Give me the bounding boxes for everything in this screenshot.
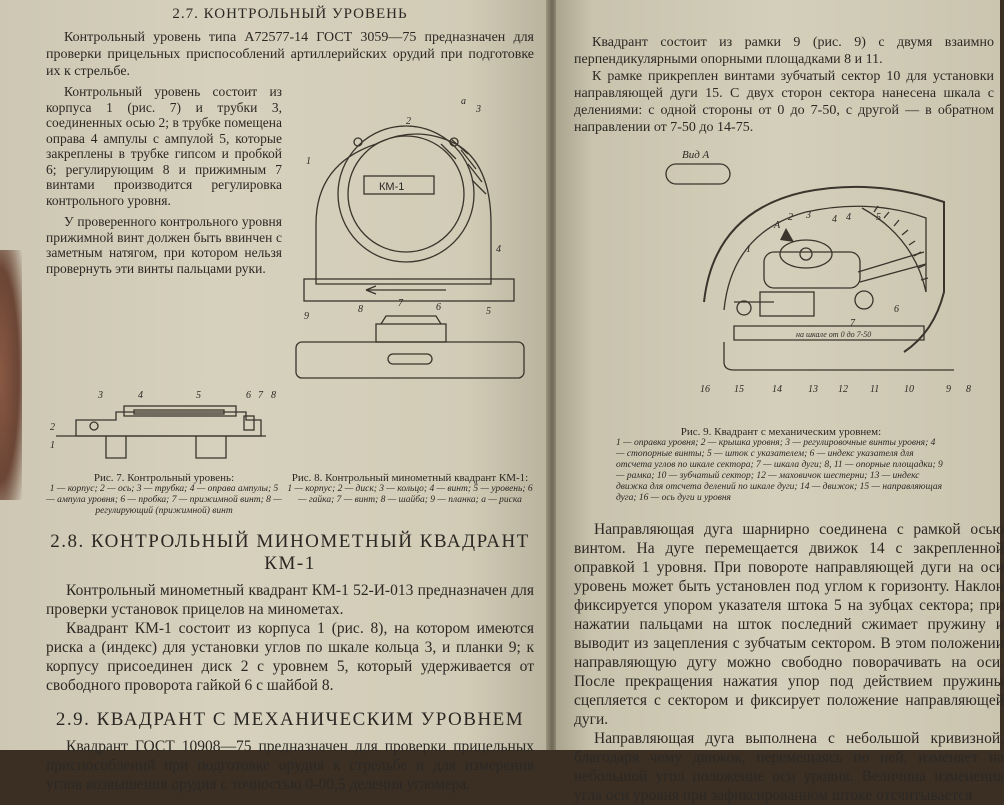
quadrant-sector-para: К рамке прикреплен винтами зубчатый сектор 10 для установки направляющей дуги 15. С двух сторон сектора нанесена шкала с делениями: с одной стороны от 0 до 7-50, с другой — в обратном направлении от 7-50 до 14-75. <box>574 69 994 135</box>
section-2-9-intro: Квадрант ГОСТ 10908—75 предназначен для проверки прицельных приспособлений при подготовке орудия к стрельбе и для измерения углов возвышения орудия с точностью 0-00,5 деления угломера. <box>46 738 534 793</box>
arc-scale-text: на шкале от 0 до 7-50 <box>796 330 872 339</box>
svg-text:6: 6 <box>246 390 251 401</box>
figure-8-drawing <box>286 84 534 384</box>
svg-text:2: 2 <box>788 212 793 223</box>
figure-9-title: Рис. 9. Квадрант с механическим уровнем: <box>680 426 882 438</box>
figure-7-drawing <box>46 386 282 472</box>
section-2-9-title: 2.9. КВАДРАНТ С МЕХАНИЧЕСКИМ УРОВНЕМ <box>55 709 525 730</box>
figure-7-title: Рис. 7. Контрольный уровень: <box>93 472 235 484</box>
svg-text:3: 3 <box>806 210 811 221</box>
guide-arc-para: Направляющая дуга шарнирно соединена с рамкой осью винтом. На дуге перемещается движок 14 с закрепленной оправкой 1 уровня. При повороте направляющей дуги на оси уровень может быть установлен под углом к горизонту. Наклон фиксируется упором указателя штока 5 на зубцах сектора; при нажатии пальцами на шток последний сжимает пружину и выводит из зацепления с зубчатым сектором. В этом положении направляющую дугу можно свободно поворачивать на оси. После прекращения нажатия упор под действием пружины сцепляется с сектором и фиксирует положение направляющей дуги. <box>574 521 1004 728</box>
section-2-8-composition: Квадрант КМ-1 состоит из корпуса 1 (рис. 8), на котором имеются риска а (индекс) для установки углов по шкале кольца 3, и планки 9; к корпусу присоединен диск 2 с уровнем 5, который удерживается от свободного проворота гайкой 6 с шайбой 8. <box>46 620 534 694</box>
svg-text:2: 2 <box>406 116 411 127</box>
figure-8-legend: 1 — корпус; 2 — диск; 3 — кольцо; 4 — винт; 5 — уровень; 6 — гайка; 7 — винт; 8 — шайба; 9 — планка; а — риска <box>287 484 533 505</box>
svg-text:1: 1 <box>50 440 55 451</box>
svg-text:8: 8 <box>358 304 363 315</box>
svg-text:9: 9 <box>946 384 951 395</box>
section-2-7-check: У проверенного контрольного уровня прижимной винт должен быть ввинчен с заметным натягом, при котором нельзя провернуть эти винты пальцами руки. <box>46 214 282 276</box>
svg-text:4: 4 <box>138 390 143 401</box>
svg-text:6: 6 <box>436 302 441 313</box>
svg-text:9: 9 <box>304 311 309 322</box>
svg-text:15: 15 <box>734 384 744 395</box>
svg-text:1: 1 <box>746 244 751 255</box>
view-a-label: Вид А <box>682 149 710 161</box>
thumb <box>0 250 22 500</box>
svg-text:7: 7 <box>850 318 855 329</box>
svg-text:14: 14 <box>772 384 782 395</box>
right-page <box>556 0 1004 804</box>
svg-text:4: 4 <box>496 244 501 255</box>
section-2-8-intro: Контрольный минометный квадрант КМ-1 52-И-013 предназначен для проверки установок прицелов на минометах. <box>46 582 534 618</box>
view-arrow-label: А <box>774 220 781 231</box>
svg-text:7: 7 <box>398 298 403 309</box>
svg-text:16: 16 <box>700 384 710 395</box>
section-2-7-title: 2.7. КОНТРОЛЬНЫЙ УРОВЕНЬ <box>172 6 408 22</box>
svg-text:5: 5 <box>876 212 881 223</box>
section-2-7-intro: Контрольный уровень типа А72577-14 ГОСТ 3059—75 предназначен для проверки прицельных приспособлений артиллерийских орудий при подготовке их к стрельбе. <box>46 30 534 79</box>
svg-text:7: 7 <box>258 390 263 401</box>
svg-text:11: 11 <box>870 384 880 395</box>
figure-8-title: Рис. 8. Контрольный минометный квадрант КМ-1: <box>291 472 529 484</box>
km1-marking: КМ-1 <box>379 181 405 193</box>
svg-text:8: 8 <box>966 384 971 395</box>
svg-text:4: 4 <box>832 214 837 225</box>
svg-text:8: 8 <box>271 390 276 401</box>
svg-text:6: 6 <box>894 304 899 315</box>
svg-text:3: 3 <box>476 104 481 115</box>
svg-text:1: 1 <box>306 156 311 167</box>
svg-text:2: 2 <box>50 422 55 433</box>
guide-arc-curvature-para: Направляющая дуга выполнена с небольшой кривизной, благодаря чему движок, перемещаясь по ней, изменяет на небольшой угол положение оси уровня. Величина изменения угла оси уровня при зафиксированном штоке отсчитывается <box>574 730 1004 804</box>
svg-text:3: 3 <box>98 390 103 401</box>
svg-text:5: 5 <box>486 306 491 317</box>
svg-text:5: 5 <box>196 390 201 401</box>
svg-text:4: 4 <box>846 212 851 223</box>
svg-text:10: 10 <box>904 384 914 395</box>
figure-9-legend: 1 — оправка уровня; 2 — крышка уровня; 3 — регулировочные винты уровня; 4 — стопорные винты; 5 — шток с указателем; 6 — индекс указателя для отсчета углов по шкале сектора; 7 — шкала дуги; 8, 11 — опорные площадки; 9 — рамка; 10 — зубчатый сектор; 12 — маховичок шестерни; 13 — индекс движка для отсчета делений по шкале дуги; 14 — движок; 15 — направляющая дуга; 16 — ось дуги и уровня <box>616 438 943 503</box>
figure-9-drawing <box>574 142 1000 426</box>
svg-text:а: а <box>461 96 466 107</box>
section-2-8-title: 2.8. КОНТРОЛЬНЫЙ МИНОМЕТНЫЙ КВАДРАНТ КМ-1 <box>50 531 530 574</box>
quadrant-frame-para: Квадрант состоит из рамки 9 (рис. 9) с двумя взаимно перпендикулярными опорными площадками 8 и 11. <box>574 35 994 67</box>
section-2-7-composition: Контрольный уровень состоит из корпуса 1 (рис. 7) и трубки 3, соединенных осью 2; в трубке помещена оправа 4 ампулы с ампулой 5, которые закреплены в трубке гипсом и пробкой 6; регулирующим 8 и прижимным 7 винтами производится регулировка контрольного уровня. <box>46 84 282 208</box>
svg-text:13: 13 <box>808 384 818 395</box>
svg-text:12: 12 <box>838 384 848 395</box>
figure-7-legend: 1 — корпус; 2 — ось; 3 — трубка; 4 — оправа ампулы; 5 — ампула уровня; 6 — пробка; 7 — прижимной винт; 8 — регулирующий (прижимной) винт <box>46 484 282 516</box>
